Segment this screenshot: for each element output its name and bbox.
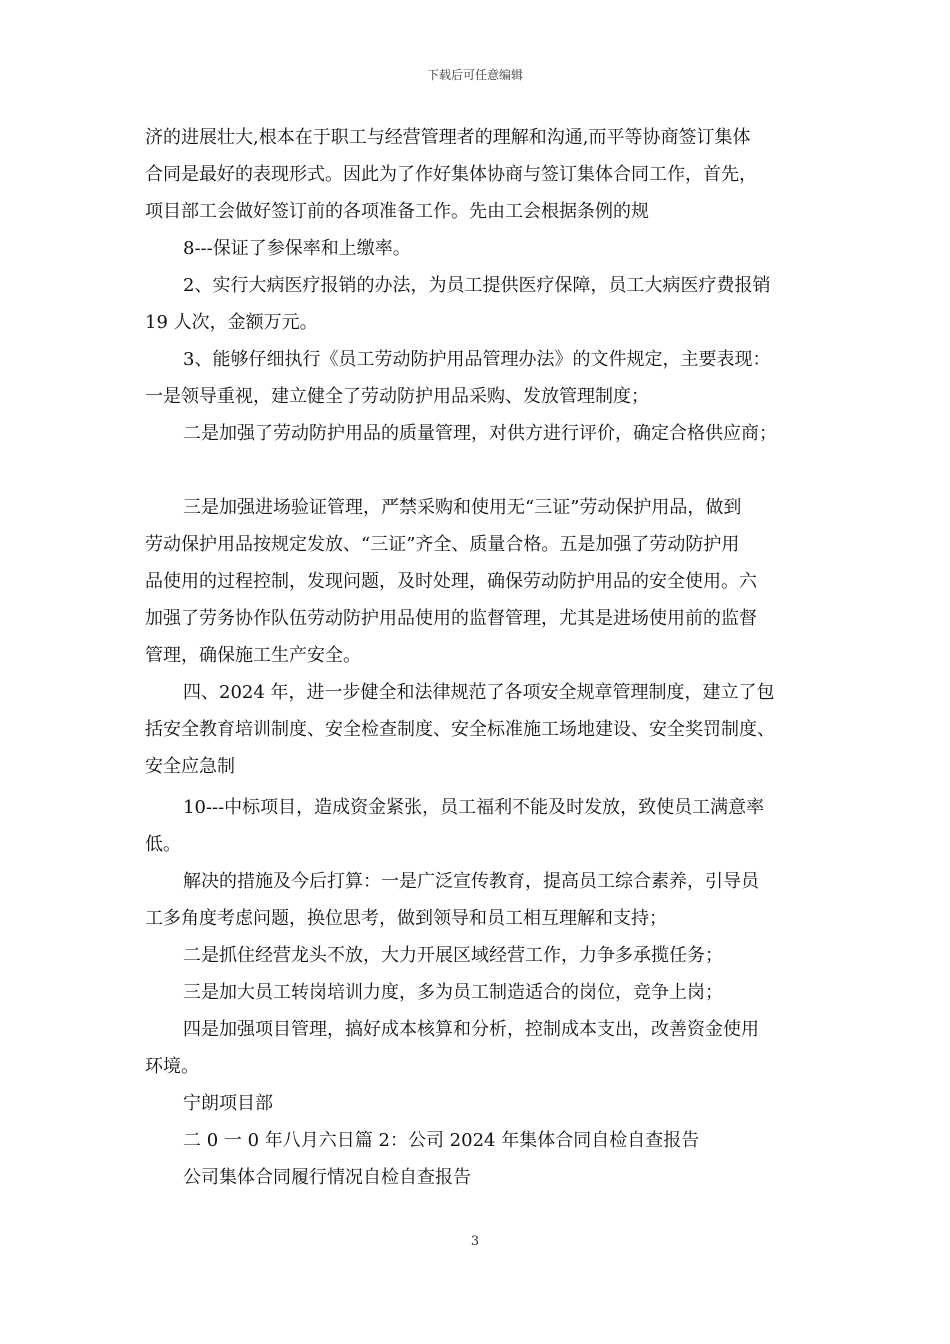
text-line: 二是加强了劳动防护用品的质量管理，对供方进行评价，确定合格供应商； xyxy=(183,423,777,444)
text-line: 安全应急制 xyxy=(145,756,235,777)
text-line: 环境。 xyxy=(145,1056,199,1077)
text-line: 三是加强进场验证管理，严禁采购和使用无“三证”劳动保护用品，做到 xyxy=(183,497,742,518)
text-line: 二是抓住经营龙头不放，大力开展区域经营工作，力争多承揽任务； xyxy=(183,945,723,966)
text-line: 19 人次，金额万元。 xyxy=(145,312,318,333)
text-line: 工多角度考虑问题，换位思考，做到领导和员工相互理解和支持； xyxy=(145,908,667,929)
text-line: 济的进展壮大,根本在于职工与经营管理者的理解和沟通,而平等协商签订集体 xyxy=(145,127,751,148)
text-line: 项目部工会做好签订前的各项准备工作。先由工会根据条例的规 xyxy=(145,201,649,222)
text-line: 10---中标项目，造成资金紧张，员工福利不能及时发放，致使员工满意率 xyxy=(183,797,765,818)
text-line: 合同是最好的表现形式。因此为了作好集体协商与签订集体合同工作，首先， xyxy=(145,164,757,185)
text-line: 括安全教育培训制度、安全检查制度、安全标准施工场地建设、安全奖罚制度、 xyxy=(145,719,775,740)
text-line: 二 0 一 0 年八月六日篇 2：公司 2024 年集体合同自检自查报告 xyxy=(183,1130,700,1151)
text-line: 低。 xyxy=(145,834,181,855)
text-line: 一是领导重视，建立健全了劳动防护用品采购、发放管理制度； xyxy=(145,386,649,407)
text-line: 四、2024 年，进一步健全和法律规范了各项安全规章管理制度，建立了包 xyxy=(183,682,775,703)
text-line: 公司集体合同履行情况自检自查报告 xyxy=(183,1167,471,1188)
text-line: 四是加强项目管理，搞好成本核算和分析，控制成本支出，改善资金使用 xyxy=(183,1019,759,1040)
text-line: 3、能够仔细执行《员工劳动防护用品管理办法》的文件规定，主要表现： xyxy=(183,349,771,370)
text-line: 品使用的过程控制，发现问题，及时处理，确保劳动防护用品的安全使用。六 xyxy=(145,571,757,592)
text-line: 三是加大员工转岗培训力度，多为员工制造适合的岗位，竞争上岗； xyxy=(183,982,723,1003)
text-line: 加强了劳务协作队伍劳动防护用品使用的监督管理，尤其是进场使用前的监督 xyxy=(145,608,757,629)
text-line: 2、实行大病医疗报销的办法，为员工提供医疗保障，员工大病医疗费报销 xyxy=(183,275,771,296)
text-line: 劳动保护用品按规定发放、“三证”齐全、质量合格。五是加强了劳动防护用 xyxy=(145,534,740,555)
text-line: 宁朗项目部 xyxy=(183,1093,273,1114)
text-line: 管理，确保施工生产安全。 xyxy=(145,645,361,666)
text-line: 8---保证了参保率和上缴率。 xyxy=(183,238,411,259)
page-number: 3 xyxy=(470,1234,480,1249)
text-line: 解决的措施及今后打算：一是广泛宣传教育，提高员工综合素养，引导员 xyxy=(183,871,759,892)
page-header: 下载后可任意编辑 xyxy=(426,68,523,82)
